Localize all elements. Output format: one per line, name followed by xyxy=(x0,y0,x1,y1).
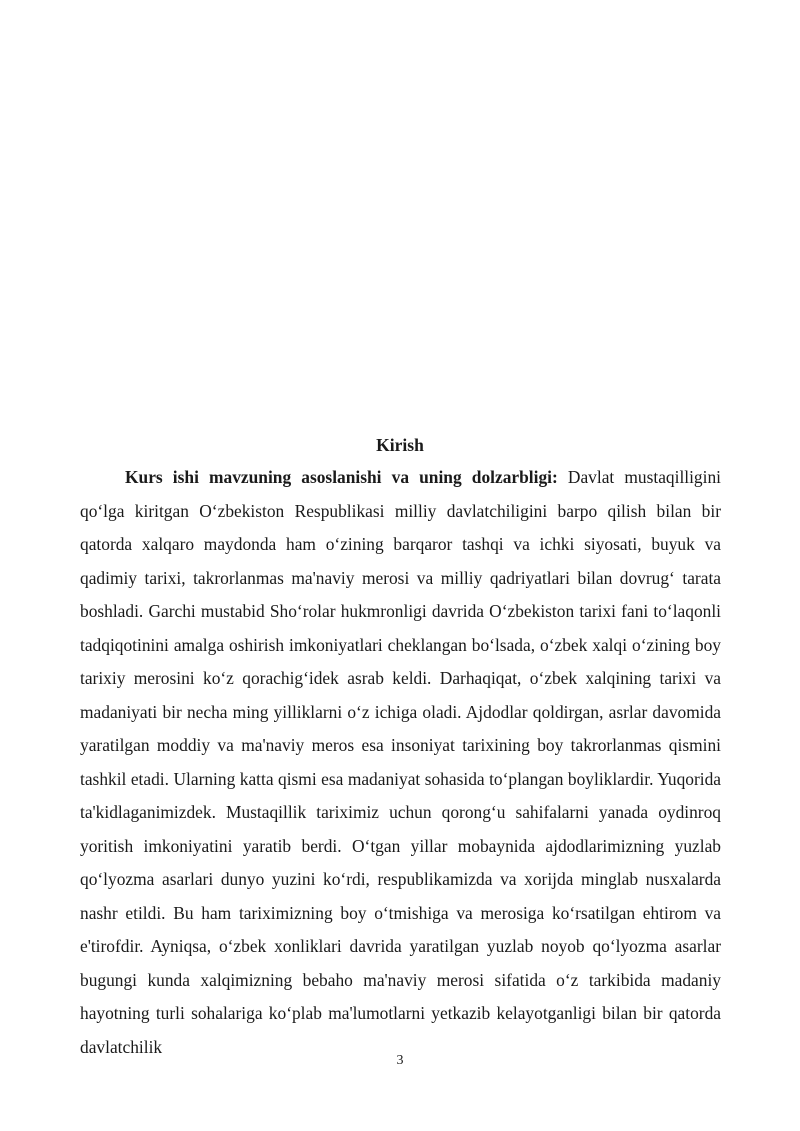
paragraph-text: Davlat mustaqilligini qo‘lga kiritgan O‘zbekiston Respublikasi milliy davlatchiligini barpo qilish bilan bir qatorda xalqaro maydonda ham o‘zining barqaror tashqi va ichki siyosati, buyuk va qadimiy tarixi, takrorlanmas ma'naviy merosi va milliy qadriyatlari bilan dovrug‘ tarata boshladi. Garchi mustabid Sho‘rolar hukmronligi davrida O‘zbekiston tarixi fani to‘laqonli tadqiqotinini amalga oshirish imkoniyatlari cheklangan bo‘lsada, o‘zbek xalqi o‘zining boy tarixiy merosini ko‘z qorachig‘idek asrab keldi. Darhaqiqat, o‘zbek xalqining tarixi va madaniyati bir necha ming yilliklarni o‘z ichiga oladi. Ajdodlar qoldirgan, asrlar davomida yaratilgan moddiy va ma'naviy meros esa insoniyat tarixining boy takrorlanmas qismini tashkil etadi. Ularning katta qismi esa madaniyat sohasida to‘plangan boyliklardir. Yuqorida ta'kidlaganimizdek. Mustaqillik tariximiz uchun qorong‘u sahifalarni yanada oydinroq yoritish imkoniyatini yaratib berdi. O‘tgan yillar mobaynida ajdodlarimizning yuzlab qo‘lyozma asarlari dunyo yuzini ko‘rdi, respublikamizda va xorijda minglab nusxalarda nashr etildi. Bu ham tariximizning boy o‘tmishiga va merosiga ko‘rsatilgan ehtirom va e'tirofdir. Ayniqsa, o‘zbek xonliklari davrida yaratilgan yuzlab noyob qo‘lyozma asarlar bugungi kunda xalqimizning bebaho ma'naviy merosi sifatida o‘z tarkibida madaniy hayotning turli sohalariga ko‘plab ma'lumotlarni yetkazib kelayotganligi bilan bir qatorda davlatchilik xyxy=(80,467,721,1057)
page-number: 3 xyxy=(396,1053,404,1068)
section-heading: Kirish xyxy=(376,435,424,455)
body-paragraph xyxy=(80,461,721,1064)
paragraph-lead: Kurs ishi mavzuning asoslanishi va uning dolzarbligi: xyxy=(125,467,558,487)
